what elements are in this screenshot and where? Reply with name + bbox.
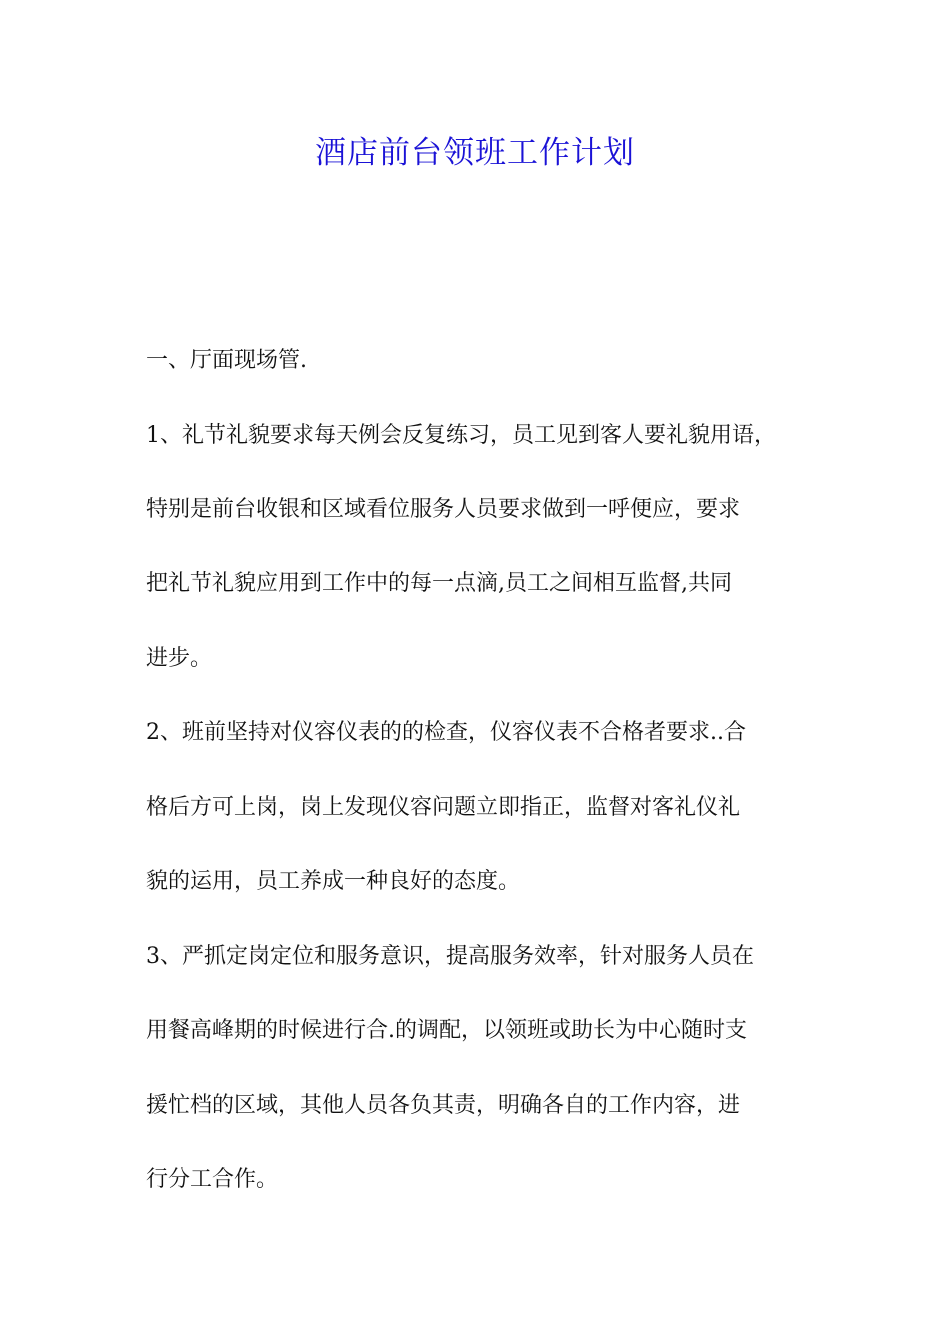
paragraph-line: 行分工合作。 bbox=[146, 1167, 279, 1192]
section-heading: 一、厅面现场管. bbox=[146, 348, 307, 373]
document-title: 酒店前台领班工作计划 bbox=[315, 135, 635, 171]
paragraph-line: 特别是前台收银和区域看位服务人员要求做到一呼便应，要求 bbox=[146, 497, 741, 522]
paragraph-line: 1、礼节礼貌要求每天例会反复练习，员工见到客人要礼貌用语， bbox=[146, 423, 776, 448]
paragraph-line: 进步。 bbox=[146, 646, 213, 671]
paragraph-line: 格后方可上岗，岗上发现仪容问题立即指正，监督对客礼仪礼 bbox=[146, 795, 741, 820]
paragraph-line: 2、班前坚持对仪容仪表的的检查，仪容仪表不合格者要求..合 bbox=[146, 720, 746, 745]
paragraph-line: 援忙档的区域，其他人员各负其责，明确各自的工作内容，进 bbox=[146, 1093, 741, 1118]
paragraph-line: 用餐高峰期的时候进行合.的调配，以领班或助长为中心随时支 bbox=[146, 1018, 747, 1043]
paragraph-line: 把礼节礼貌应用到工作中的每一点滴,员工之间相互监督,共同 bbox=[146, 571, 732, 596]
paragraph-line: 貌的运用，员工养成一种良好的态度。 bbox=[146, 869, 521, 894]
paragraph-line: 3、严抓定岗定位和服务意识，提高服务效率，针对服务人员在 bbox=[146, 944, 754, 969]
